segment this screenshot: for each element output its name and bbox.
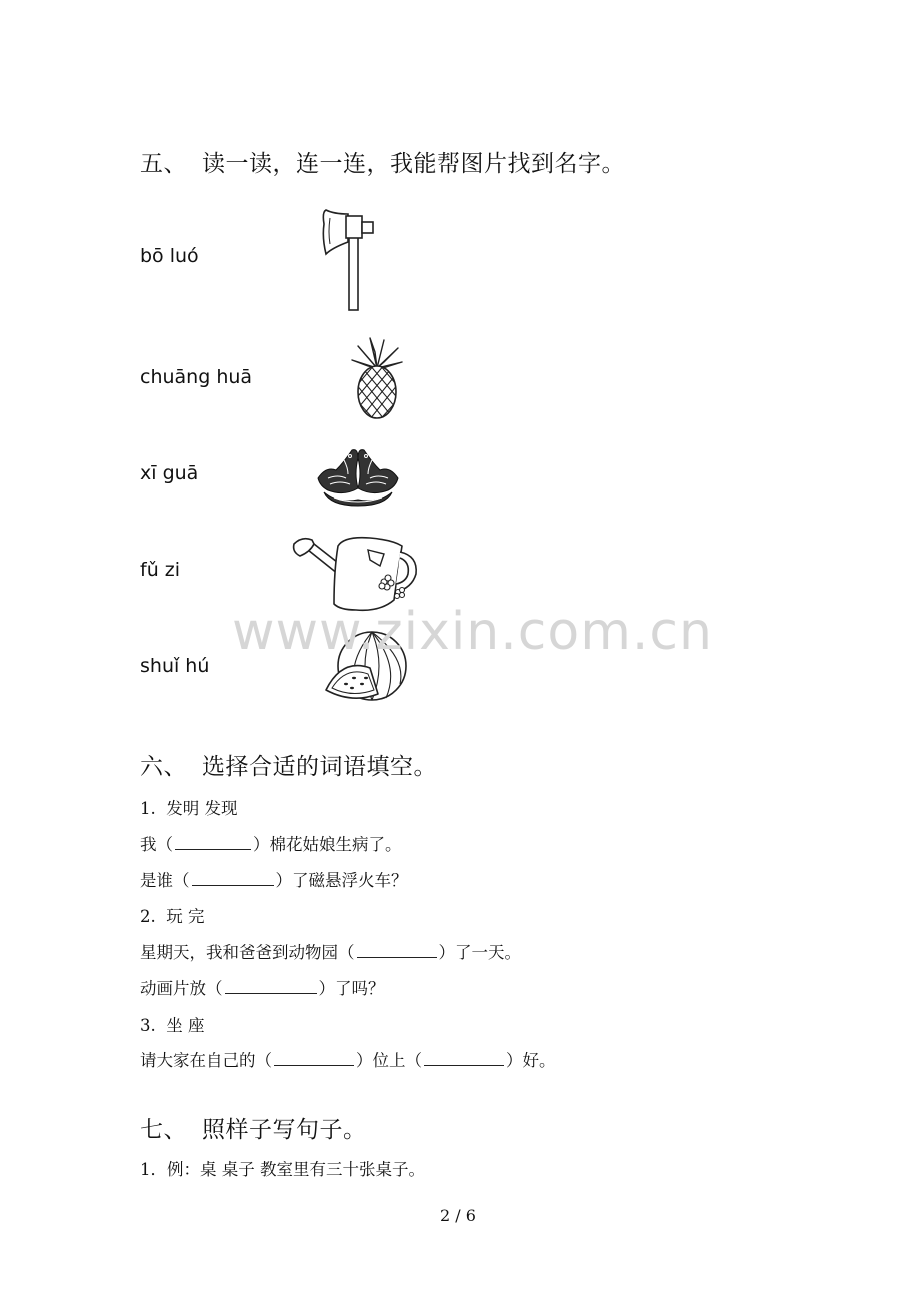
sentence-3a: 请大家在自己的（ ）位上（ ）好。 bbox=[140, 1051, 556, 1070]
fill-blank[interactable] bbox=[357, 945, 437, 958]
fill-blank[interactable] bbox=[175, 837, 251, 850]
section-title: 读一读，连一连，我能帮图片找到名字。 bbox=[202, 151, 625, 177]
question-2-words: 2. 玩 完 bbox=[140, 907, 205, 926]
pineapple-icon bbox=[348, 334, 406, 424]
fill-blank[interactable] bbox=[225, 981, 317, 994]
paper-cut-window-flower-icon bbox=[314, 444, 402, 508]
question-1-words: 1. 发明 发现 bbox=[140, 799, 238, 818]
fill-blank[interactable] bbox=[192, 873, 274, 886]
fill-blank[interactable] bbox=[424, 1053, 504, 1066]
section-number: 六、 bbox=[140, 754, 187, 780]
question-3-words: 3. 坐 座 bbox=[140, 1016, 205, 1035]
section-number: 七、 bbox=[140, 1117, 187, 1143]
section-7-heading bbox=[140, 1111, 367, 1144]
watermark: www.zixin.com.cn bbox=[232, 602, 713, 662]
page-number: 2 / 6 bbox=[440, 1206, 476, 1225]
pinyin-word-5: shuǐ hú bbox=[140, 655, 210, 677]
sentence-2a: 星期天，我和爸爸到动物园（ ）了一天。 bbox=[140, 943, 521, 962]
sentence-1a: 我（ ）棉花姑娘生病了。 bbox=[140, 835, 402, 854]
pinyin-word-4: fǔ zi bbox=[140, 559, 181, 581]
fill-blank[interactable] bbox=[274, 1053, 354, 1066]
axe-icon bbox=[318, 208, 380, 312]
pinyin-word-3: xī guā bbox=[140, 462, 199, 484]
section-6-heading bbox=[140, 748, 437, 781]
sentence-1b: 是谁（ ）了磁悬浮火车？ bbox=[140, 871, 408, 890]
pinyin-word-1: bō luó bbox=[140, 245, 199, 267]
section-title: 选择合适的词语填空。 bbox=[202, 754, 437, 780]
sentence-2b: 动画片放（ ）了吗？ bbox=[140, 979, 385, 998]
section-number: 五、 bbox=[140, 151, 187, 177]
section-5-heading bbox=[140, 145, 625, 178]
example-sentence: 1．例：桌 桌子 教室里有三十张桌子。 bbox=[140, 1160, 425, 1179]
section-title: 照样子写句子。 bbox=[202, 1117, 367, 1143]
pinyin-word-2: chuāng huā bbox=[140, 366, 253, 388]
